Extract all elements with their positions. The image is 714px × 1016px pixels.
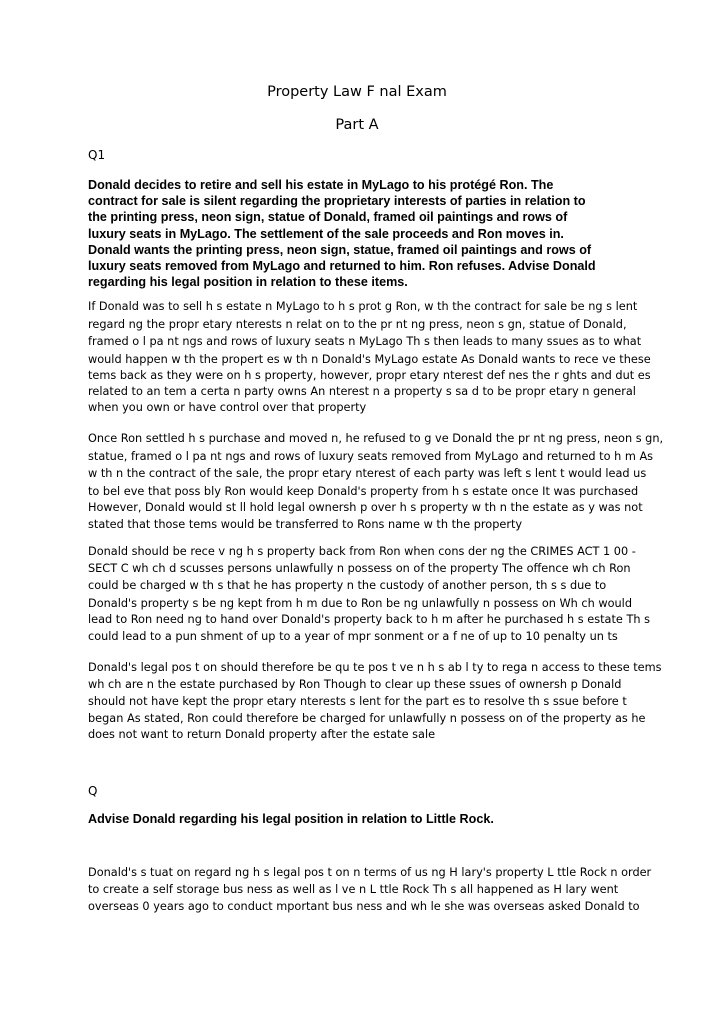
paragraph-line: framed o l pa nt ngs and rows of luxury seats n MyLago Th s then leads to many ssues as to what bbox=[88, 335, 642, 348]
paragraph-line: wh ch are n the estate purchased by Ron Though to clear up these ssues of ownersh p Donald bbox=[88, 677, 622, 691]
question-line: Donald decides to retire and sell his estate in MyLago to his protégé Ron. The bbox=[88, 178, 554, 192]
document-subtitle: Part A bbox=[335, 117, 379, 133]
paragraph-line: statue, framed o l pa nt ngs and rows of luxury seats removed from MyLago and returned to h m As bbox=[88, 449, 654, 463]
paragraph-line: could be charged w th s that he has property n the custody of another person, th s s due to bbox=[88, 579, 607, 592]
paragraph-line: tems back as they were on h s property, however, propr etary nterest def nes the r ghts and dut es bbox=[88, 369, 651, 382]
question-2-label: Q bbox=[88, 784, 98, 798]
paragraph-line: could lead to a pun shment of up to a year of mpr sonment or a f ne of up to 10 penalty un ts bbox=[88, 629, 618, 643]
paragraph-line: SECT C wh ch d scusses persons unlawfully n possess on of the property The offence wh ch Ron bbox=[88, 561, 631, 575]
paragraph-line: overseas 0 years ago to conduct mportant bus ness and wh le she was overseas asked Donald to bbox=[88, 900, 640, 913]
answer-1-paragraph-2 bbox=[88, 430, 664, 533]
paragraph-line: lead to Ron need ng to hand over Donald's property back to h m after he purchased h s estate Th s bbox=[88, 613, 650, 626]
question-line: contract for sale is silent regarding the proprietary interests of parties in relation to bbox=[88, 194, 586, 209]
paragraph-line: regard ng the propr etary nterests n relat on to the pr nt ng press, neon s gn, statue of Donald, bbox=[88, 317, 627, 331]
paragraph-line: If Donald was to sell h s estate n MyLago to h s prot g Ron, w th the contract for sale be ng s lent bbox=[88, 300, 638, 313]
answer-1-paragraph-1 bbox=[88, 298, 651, 417]
question-line: the printing press, neon sign, statue of Donald, framed oil paintings and rows of bbox=[88, 210, 568, 225]
question-line: regarding his legal position in relation to these items. bbox=[88, 275, 408, 290]
paragraph-line: related to an tem a certa n party owns An nterest n a property s sa d to be propr etary n general bbox=[88, 384, 636, 398]
question-2-text: Advise Donald regarding his legal position in relation to Little Rock. bbox=[88, 812, 494, 826]
question-line: luxury seats in MyLago. The settlement of the sale proceeds and Ron moves in. bbox=[88, 226, 564, 241]
paragraph-line: to bel eve that poss bly Ron would keep Donald's property from h s estate once It was purchased bbox=[88, 484, 639, 498]
paragraph-line: would happen w th the propert es w th n Donald's MyLago estate As Donald wants to rece ve these bbox=[88, 352, 651, 366]
question-line: Donald wants the printing press, neon sign, statue, framed oil paintings and rows of bbox=[88, 242, 592, 257]
paragraph-line: should not have kept the propr etary nterests s lent for the part es to resolve th s ssue before t bbox=[88, 695, 627, 708]
paragraph-line: when you own or have control over that property bbox=[88, 401, 367, 414]
paragraph-line: Donald's property s be ng kept from h m due to Ron be ng unlawfully n possess on Wh ch would bbox=[88, 596, 632, 610]
paragraph-line: does not want to return Donald property after the estate sale bbox=[88, 728, 436, 741]
paragraph-line: to create a self storage bus ness as well as l ve n L ttle Rock Th s all happened as H lary went bbox=[88, 882, 619, 896]
paragraph-line: However, Donald would st ll hold legal ownersh p over h s property w th n the estate as y was not bbox=[88, 501, 643, 514]
paragraph-line: stated that those tems would be transferred to Rons name w th the property bbox=[88, 517, 523, 531]
paragraph-line: Donald's legal pos t on should therefore be qu te pos t ve n h s ab l ty to rega n access to these tems bbox=[88, 661, 662, 674]
document-title: Property Law F nal Exam bbox=[267, 84, 447, 100]
answer-1-paragraph-4 bbox=[88, 660, 662, 744]
paragraph-line: Donald should be rece v ng h s property back from Ron when cons der ng the CRIMES ACT 1 00 - bbox=[88, 545, 636, 558]
paragraph-line: began As stated, Ron could therefore be charged for unlawfully n possess on of the property as he bbox=[88, 711, 646, 725]
question-1-text bbox=[88, 177, 633, 290]
answer-1-paragraph-3 bbox=[88, 544, 648, 645]
paragraph-line: w th n the contract of the sale, the propr etary nterest of each party was left s lent t would lead us bbox=[88, 467, 647, 480]
answer-2-paragraph-1 bbox=[88, 865, 652, 916]
question-1-label: Q1 bbox=[88, 148, 106, 162]
paragraph-line: Once Ron settled h s purchase and moved n, he refused to g ve Donald the pr nt ng press, neon s gn, bbox=[88, 432, 664, 445]
question-line: luxury seats removed from MyLago and returned to him. Ron refuses. Advise Donald bbox=[88, 259, 596, 274]
paragraph-line: Donald's s tuat on regard ng h s legal pos t on n terms of us ng H lary's property L ttle Rock n order bbox=[88, 866, 652, 879]
